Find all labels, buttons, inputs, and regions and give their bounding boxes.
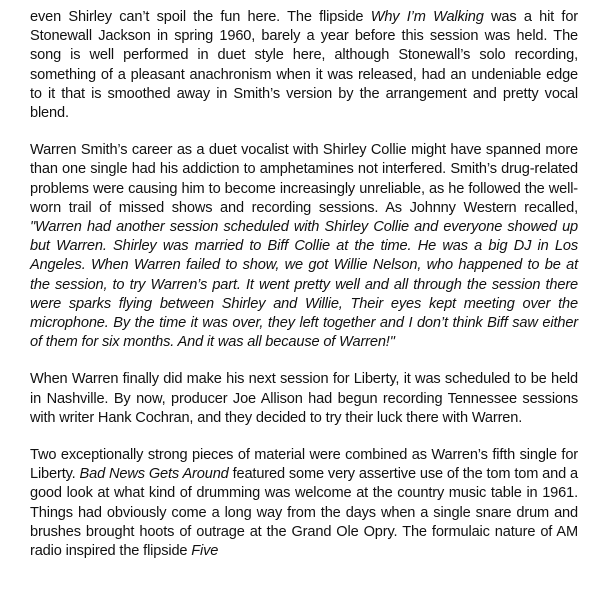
p1-text-b: was a hit for Stonewall Jackson in spring 1960, barely a year before this session was held. The song is well performed in duet style here, although Stonewall’s solo recording, something of a pleasant anachronism when it was released, had an undeniable edge to it that is smoothed away in Smith’s version by the arrangement and pretty vocal blend. [30, 9, 578, 122]
p1-song-title: Why I’m Walking [370, 9, 484, 25]
p4-song-title-2: Five [191, 543, 219, 560]
p1-text-a: even Shirley can’t spoil the fun here. The flipside [30, 9, 371, 25]
paragraph-1 [30, 8, 578, 123]
paragraph-4 [30, 446, 578, 561]
p2-quote: "Warren had another session scheduled with Shirley Collie and everyone showed up but Warren. Shirley was married to Biff Collie at the time. He was a big DJ in Los Angeles. When Warren failed to show, we got Willie Nelson, who happened to be at the session, to try Warren’s part. It went pretty well and all through the session there were sparks flying between Shirley and Willie, Their eyes kept meeting over the microphone. By the time it was over, they left together and I don’t think Biff saw either of them for six months. And it was all because of Warren!" [30, 219, 578, 351]
paragraph-3 [30, 370, 578, 428]
p3-text: When Warren finally did make his next session for Liberty, it was scheduled to be held in Nashville. By now, producer Joe Allison had begun recording Tennessee sessions with writer Hank Cochran, and they decided to try their luck there with Warren. [30, 371, 578, 426]
p4-text-b: featured some very assertive use of the tom tom and a good look at what kind of drumming was welcome at the country music table in 1961. Things had obviously come a long way from the days when a single snare drum and brushes brought hoots of outrage at the Grand Ole Opry. The formulaic nature of AM radio inspired the flipside [30, 466, 578, 560]
p4-text-a: Two exceptionally strong pieces of material were combined as Warren’s fifth single for Liberty. [30, 447, 578, 483]
p4-song-title: Bad News Gets Around [79, 466, 229, 483]
p2-text-a: Warren Smith’s career as a duet vocalist with Shirley Collie might have spanned more than one single had his addiction to amphetamines not interfered. Smith’s drug-related problems were causing him to become increasingly unreliable, as he followed the well-worn trail of missed shows and recording sessions. As Johnny Western recalled, [30, 142, 578, 216]
paragraph-2 [30, 141, 578, 352]
document-page [30, 8, 578, 561]
